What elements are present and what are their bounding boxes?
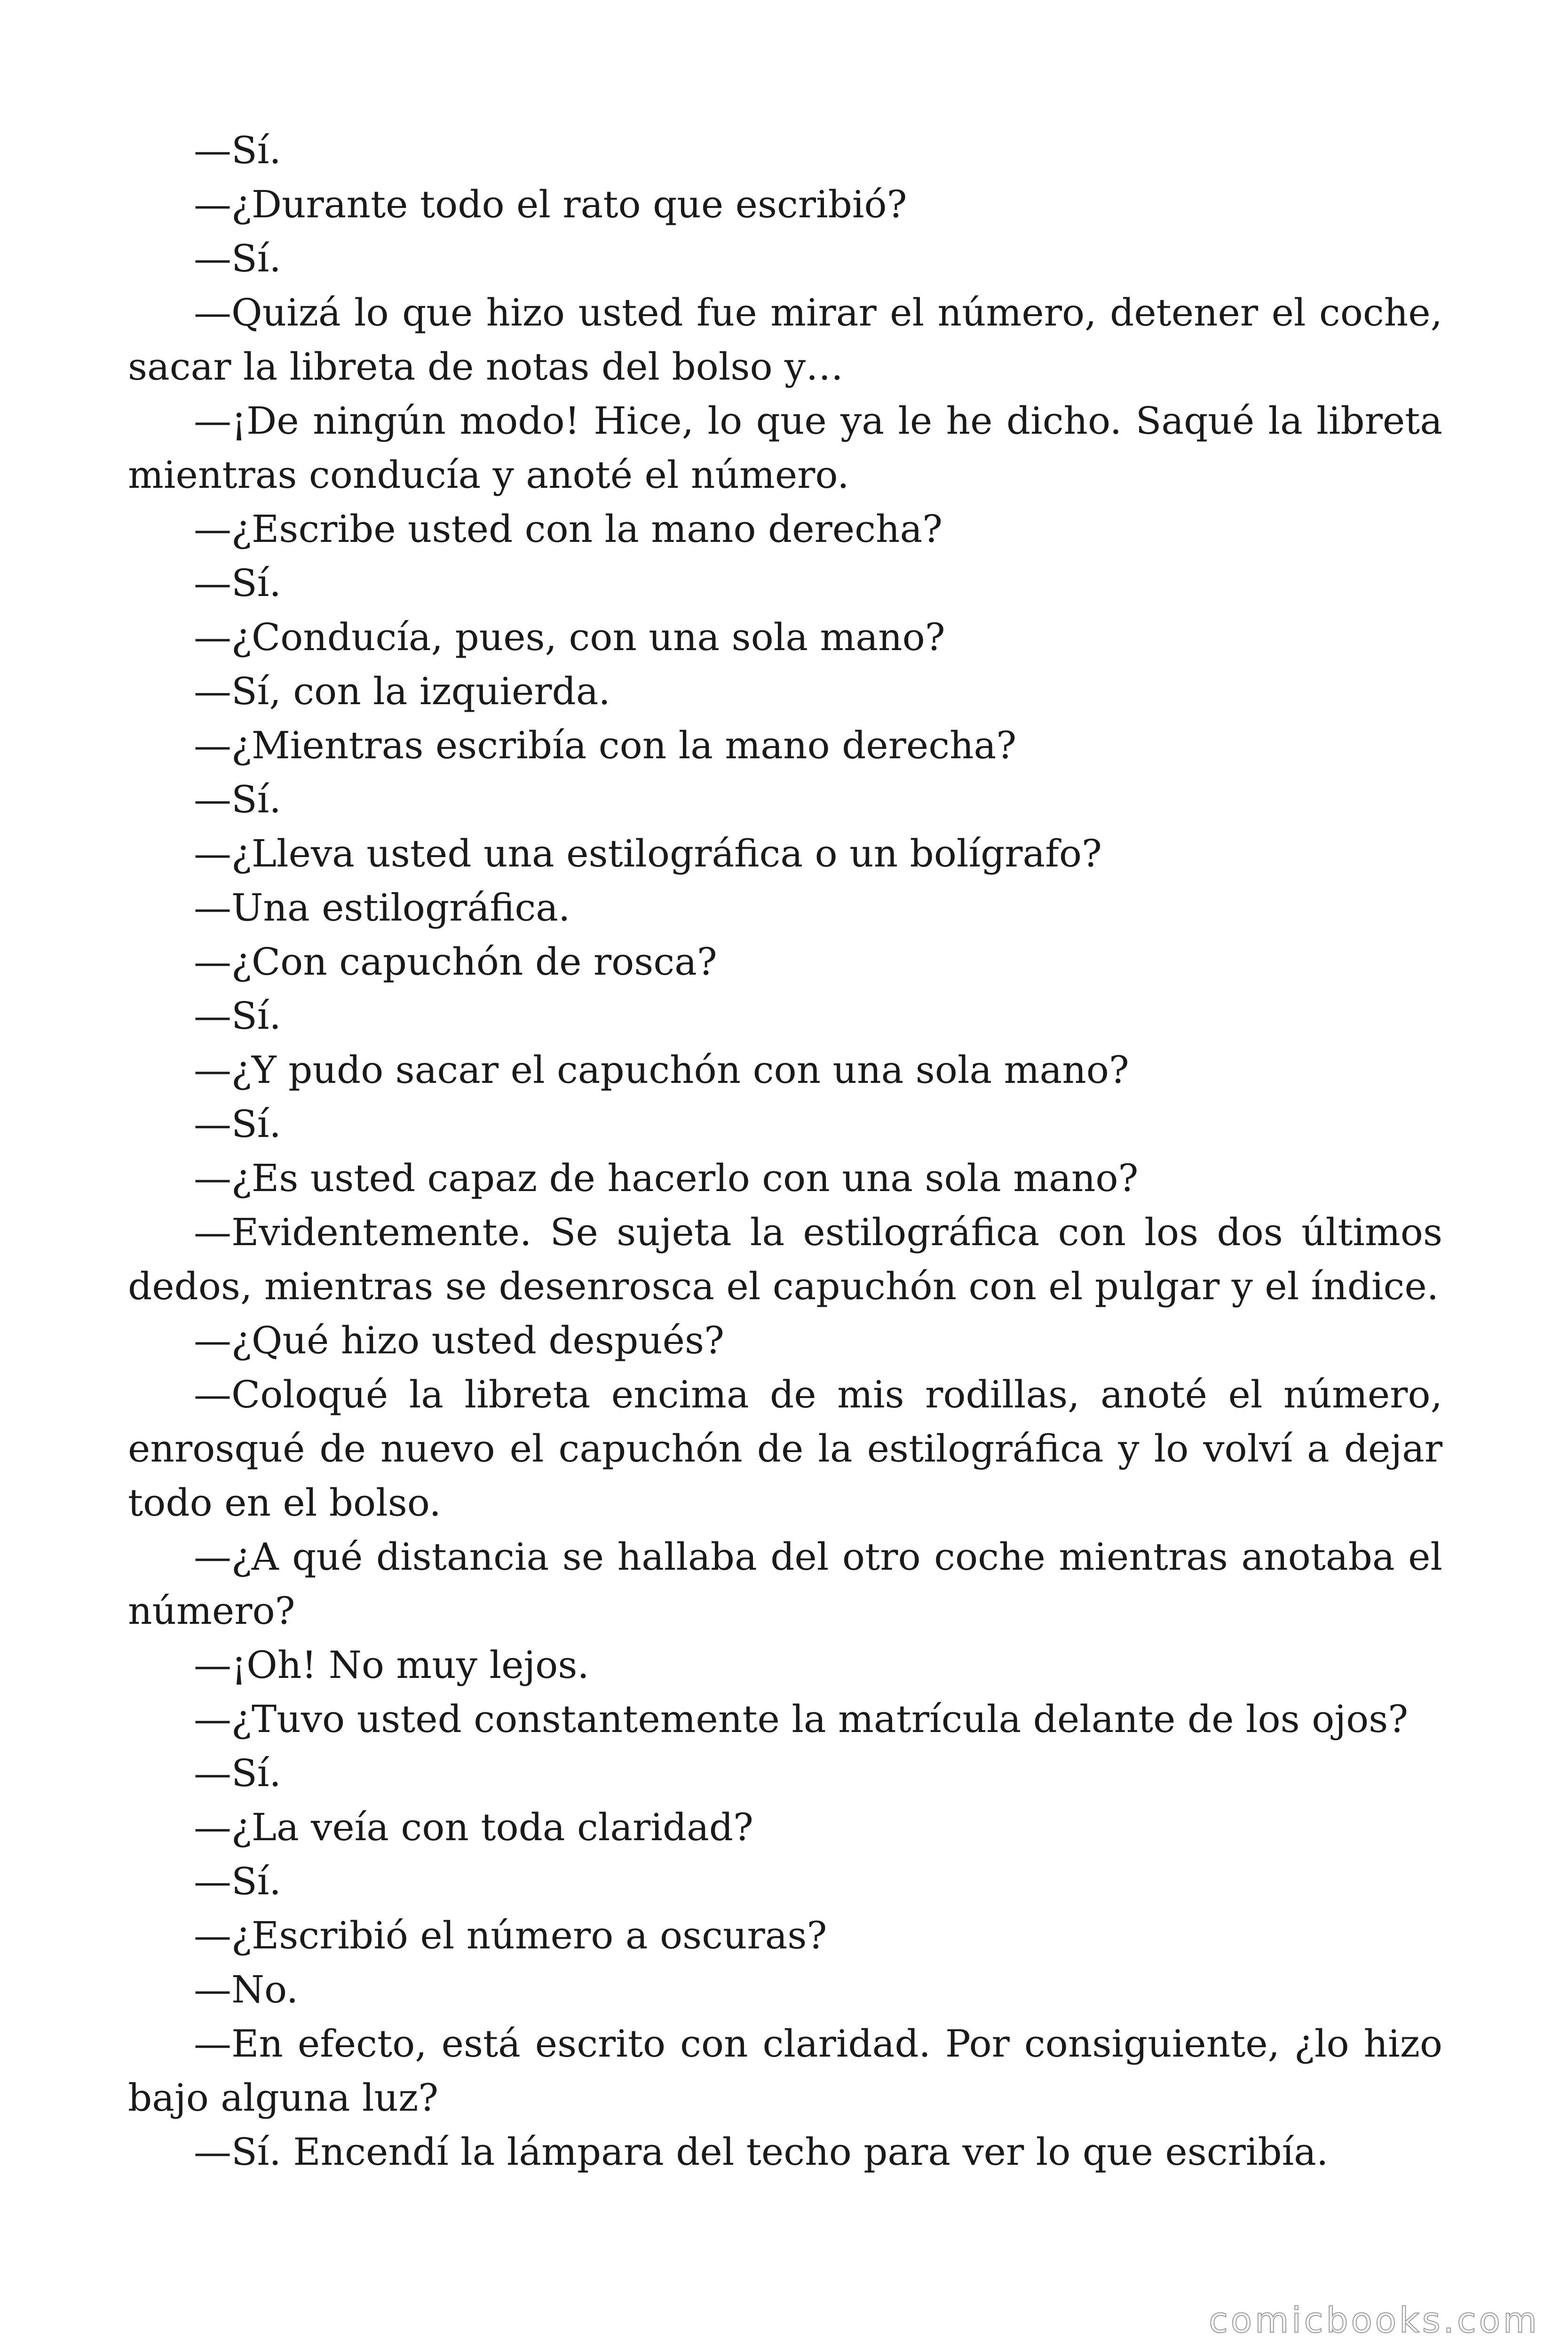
paragraph: —Sí, con la izquierda. xyxy=(194,669,610,713)
paragraph: —Sí. Encendí la lámpara del techo para ver lo que escribía. xyxy=(194,2130,1329,2174)
paragraph: —¿Es usted capaz de hacerlo con una sola mano? xyxy=(194,1156,1139,1200)
paragraph: —Sí. xyxy=(194,1751,281,1795)
paragraph: —¿Escribió el número a oscuras? xyxy=(194,1914,827,1957)
paragraph: —Sí. xyxy=(194,128,281,172)
paragraph: —¡De ningún modo! Hice, lo que ya le he dicho. Saqué la libreta mientras conducía y anoté el número. xyxy=(128,399,1442,497)
paragraph: —Sí. xyxy=(194,778,281,821)
paragraph: —Coloqué la libreta encima de mis rodillas, anoté el número, enrosqué de nuevo el capuchón de la estilográfica y lo volví a dejar todo en el bolso. xyxy=(128,1373,1442,1525)
paragraph: —Sí. xyxy=(194,237,281,280)
paragraph: —¿Escribe usted con la mano derecha? xyxy=(194,507,943,551)
page-text xyxy=(128,123,1442,2179)
paragraph: —En efecto, está escrito con claridad. Por consiguiente, ¿lo hizo bajo alguna luz? xyxy=(128,2022,1442,2120)
paragraph: —Sí. xyxy=(194,1859,281,1903)
paragraph: —Quizá lo que hizo usted fue mirar el número, detener el coche, sacar la libreta de notas del bolso y… xyxy=(128,291,1442,389)
paragraph: —¿Mientras escribía con la mano derecha? xyxy=(194,723,1017,767)
paragraph: —¿Lleva usted una estilográfica o un bolígrafo? xyxy=(194,832,1102,875)
paragraph: —Evidentemente. Se sujeta la estilográfica con los dos últimos dedos, mientras se desenrosca el capuchón con el pulgar y el índice. xyxy=(128,1210,1442,1308)
paragraph: —¿La veía con toda claridad? xyxy=(194,1805,753,1849)
paragraph: —¿Qué hizo usted después? xyxy=(194,1319,724,1362)
paragraph: —Sí. xyxy=(194,1102,281,1146)
paragraph: —¿Tuvo usted constantemente la matrícula delante de los ojos? xyxy=(194,1697,1409,1741)
paragraph: —¿Conducía, pues, con una sola mano? xyxy=(194,615,945,659)
paragraph: —Sí. xyxy=(194,561,281,605)
paragraph: —¿Y pudo sacar el capuchón con una sola mano? xyxy=(194,1048,1129,1092)
paragraph: —Una estilográfica. xyxy=(194,886,570,930)
paragraph: —Sí. xyxy=(194,994,281,1038)
paragraph: —¿A qué distancia se hallaba del otro coche mientras anotaba el número? xyxy=(128,1535,1442,1633)
paragraph: —¿Durante todo el rato que escribió? xyxy=(194,183,907,226)
paragraph: —No. xyxy=(194,1968,299,2011)
paragraph: —¿Con capuchón de rosca? xyxy=(194,940,717,984)
paragraph: —¡Oh! No muy lejos. xyxy=(194,1643,589,1687)
watermark: comicbooks.com xyxy=(1209,2300,1540,2341)
